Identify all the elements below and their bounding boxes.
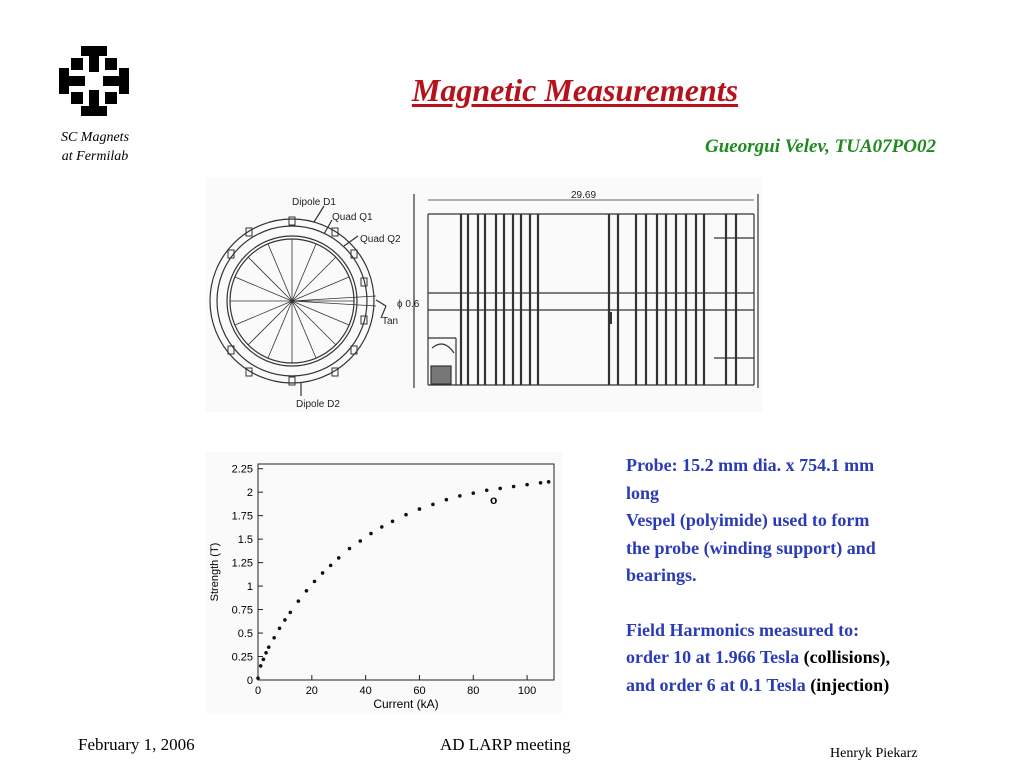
y-tick-label: 0 [246, 675, 253, 687]
data-point [297, 599, 301, 603]
harmonics-line-2 [626, 644, 976, 672]
data-point [445, 498, 449, 502]
author-reference: Gueorgui Velev, TUA07PO02 [705, 136, 936, 157]
data-point [358, 539, 362, 543]
injection-label: (injection) [810, 674, 890, 695]
data-point [288, 611, 292, 615]
x-tick-label: 80 [467, 685, 480, 697]
y-tick-label: 2 [246, 487, 253, 500]
label-length: 29.69 [571, 190, 597, 201]
affiliation-line-1: SC Magnets [60, 130, 130, 145]
fermilab-logo [57, 44, 131, 118]
data-point [283, 618, 287, 622]
footer-date: February 1, 2006 [78, 735, 195, 754]
probe-diagram [206, 178, 762, 412]
data-point [380, 525, 384, 529]
y-tick-label: 1 [246, 581, 253, 594]
data-point [262, 658, 266, 662]
label-tan: Tan [382, 316, 399, 327]
vespel-line-1: Vespel (polyimide) used to form [626, 510, 870, 530]
data-point [337, 556, 341, 560]
data-point [485, 488, 489, 492]
x-tick-label: 60 [413, 685, 426, 697]
data-point [313, 580, 317, 584]
injection-order: and order 6 at 0.1 Tesla [626, 674, 811, 695]
data-point [256, 676, 260, 680]
harmonics-line-1: Field Harmonics measured to: [626, 619, 860, 640]
data-point [329, 564, 333, 568]
y-tick-label: 2.25 [231, 463, 253, 476]
description-text [626, 452, 976, 699]
y-tick-label: 1.75 [231, 510, 253, 523]
probe-line-1: Probe: 15.2 mm dia. x 754.1 mm [626, 455, 875, 475]
hatched-end [431, 366, 451, 384]
plot-frame [258, 464, 554, 680]
data-point [418, 507, 422, 511]
affiliation [40, 128, 150, 166]
data-point [264, 651, 268, 655]
label-dipole-d1: Dipole D1 [292, 197, 336, 208]
data-point [348, 547, 352, 551]
harmonics-line-3 [626, 672, 976, 700]
data-point [404, 513, 408, 517]
y-tick-label: 0.25 [231, 651, 253, 664]
x-tick-label: 0 [254, 685, 262, 697]
x-tick-label: 40 [359, 685, 372, 697]
data-point [471, 491, 475, 495]
label-diameter: ϕ 0.6 [397, 299, 420, 310]
data-point [525, 483, 529, 487]
y-tick-label: 0.75 [231, 604, 253, 617]
y-tick-label: 1.5 [237, 534, 253, 547]
data-point [547, 480, 551, 484]
footer-meeting: AD LARP meeting [440, 735, 571, 754]
data-point [498, 487, 502, 491]
data-point [458, 494, 462, 498]
side-view [414, 194, 758, 388]
label-quad-q2: Quad Q2 [360, 234, 401, 245]
data-point [272, 636, 276, 640]
label-dipole-d2: Dipole D2 [296, 399, 340, 410]
collisions-order: order 10 at 1.966 Tesla [626, 647, 804, 667]
y-axis-label: Strength (T) [209, 542, 221, 602]
plot-annotation: o [490, 493, 498, 507]
x-tick-label: 100 [517, 685, 537, 697]
data-point [267, 645, 271, 649]
data-point [539, 481, 543, 485]
data-point [391, 519, 395, 523]
data-point [321, 571, 325, 575]
collisions-label: (collisions), [803, 647, 891, 667]
x-axis-ticks [255, 675, 536, 697]
probe-line-2: long [626, 482, 660, 503]
x-axis-label: Current (kA) [373, 697, 439, 711]
vespel-line-2: the probe (winding support) and [626, 537, 876, 558]
data-point [512, 485, 516, 489]
data-point [259, 664, 263, 668]
slide-title: Magnetic Measurements [411, 72, 739, 108]
footer-author: Henryk Piekarz [830, 746, 918, 761]
y-tick-label: 1.25 [231, 557, 253, 570]
affiliation-line-2: at Fermilab [61, 149, 129, 164]
strength-vs-current-chart [206, 452, 562, 714]
x-tick-label: 20 [305, 685, 318, 697]
data-point [278, 627, 282, 631]
label-quad-q1: Quad Q1 [332, 212, 373, 223]
data-point [431, 503, 435, 507]
data-point [305, 589, 309, 593]
winding-bars [461, 214, 736, 385]
data-point [369, 532, 373, 536]
data-points [256, 480, 550, 680]
y-tick-label: 0.5 [237, 628, 253, 641]
vespel-line-3: bearings. [626, 565, 697, 585]
